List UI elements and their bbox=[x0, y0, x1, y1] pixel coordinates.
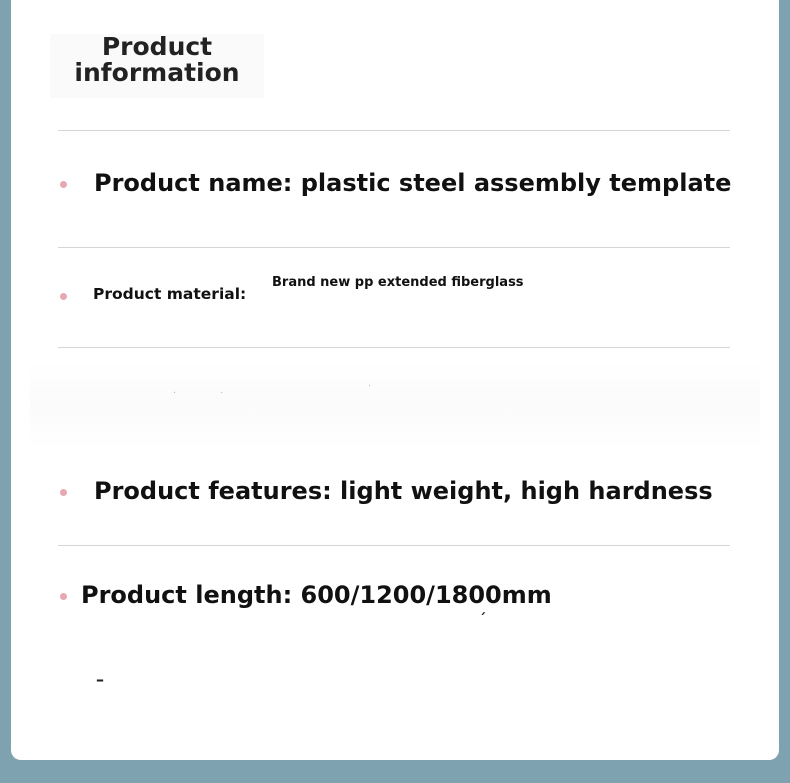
product-material-label: Product material: bbox=[93, 285, 247, 303]
product-length-text: Product length: 600/1200/1800mm bbox=[81, 581, 552, 609]
bullet-dot-icon bbox=[60, 181, 67, 188]
product-features-text: Product features: light weight, high hardness bbox=[94, 477, 713, 505]
empty-area bbox=[30, 360, 760, 450]
speck: · bbox=[173, 388, 177, 399]
divider bbox=[58, 545, 730, 546]
divider bbox=[58, 130, 730, 131]
title-line-2: information bbox=[74, 58, 240, 87]
product-material-value: Brand new pp extended fiberglass bbox=[272, 275, 524, 290]
page-title bbox=[50, 34, 264, 98]
divider bbox=[58, 347, 730, 348]
bullet-dot-icon bbox=[60, 489, 67, 496]
product-name-text: Product name: plastic steel assembly template bbox=[94, 169, 732, 197]
bullet-dot-icon bbox=[60, 593, 67, 600]
stray-mark: ˊ bbox=[479, 612, 486, 628]
speck: · bbox=[220, 388, 224, 399]
stray-dash: – bbox=[96, 670, 104, 689]
title-line-1: Product bbox=[101, 32, 213, 61]
speck: · bbox=[368, 381, 372, 392]
bullet-dot-icon bbox=[60, 293, 67, 300]
divider bbox=[58, 247, 730, 248]
